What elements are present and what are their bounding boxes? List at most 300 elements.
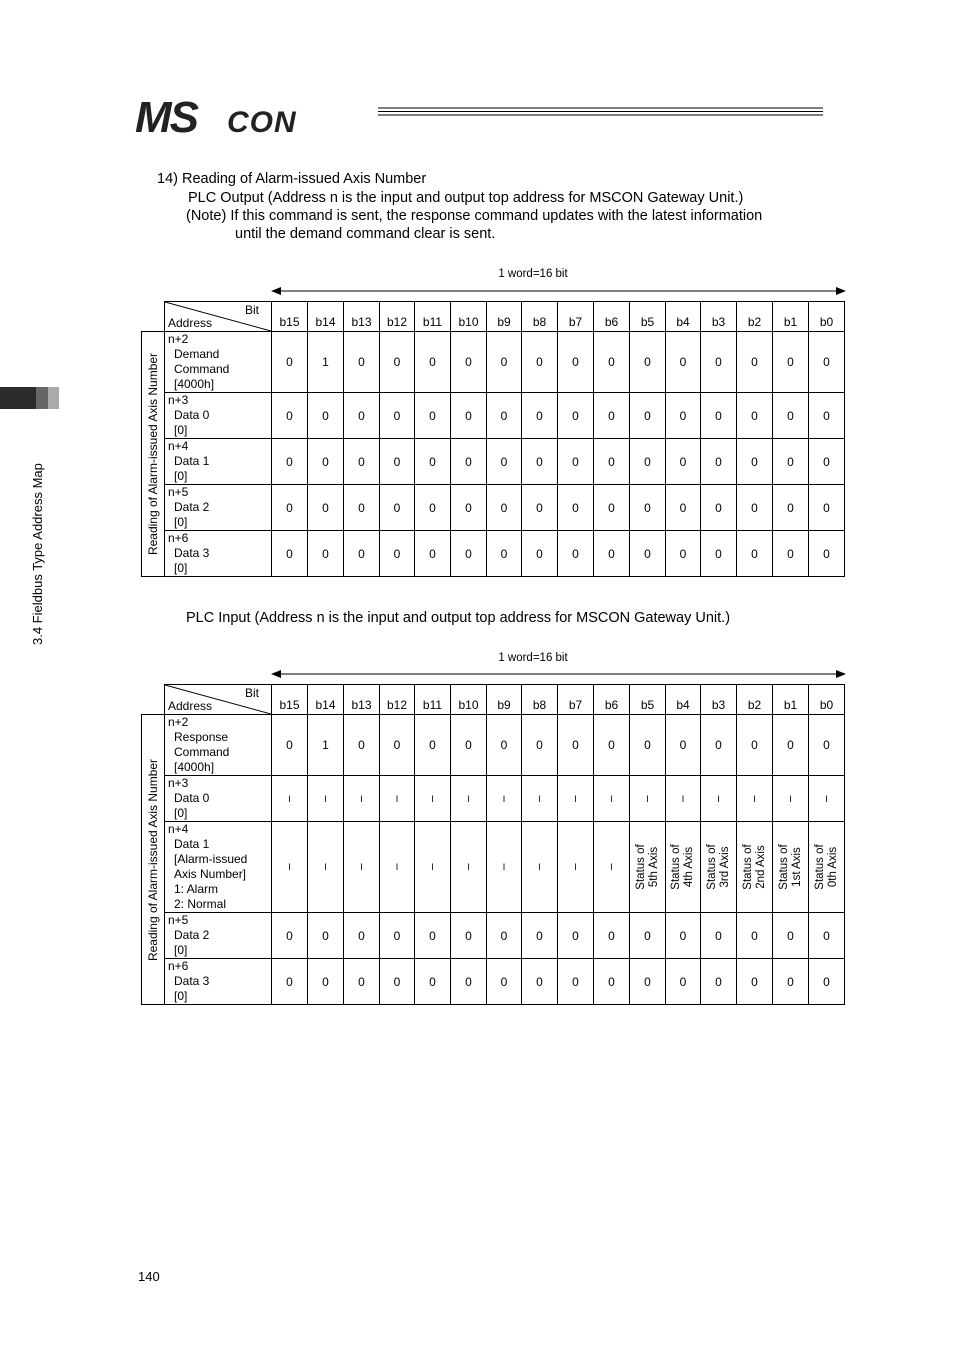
- address-description-line: [0]: [174, 469, 188, 483]
- bit-value-cell: I: [809, 776, 845, 822]
- bit-value-cell: I: [380, 776, 415, 822]
- bit-value-cell: 0: [773, 913, 809, 959]
- bit-value-cell: 0: [415, 959, 451, 1005]
- bit-value-cell: I: [344, 776, 380, 822]
- bit-value-cell: 0: [701, 913, 737, 959]
- axis-status-line: 5th Axis: [647, 846, 660, 888]
- bit-value-cell: 0: [701, 439, 737, 485]
- bit-header-b5: b5: [630, 685, 666, 715]
- axis-status-line: Status of: [670, 844, 682, 890]
- address-offset: n+3: [168, 776, 189, 790]
- word-size-label: 1 word=16 bit: [498, 652, 568, 664]
- bit-value-cell: 0: [451, 393, 487, 439]
- bit-value-cell: 0: [701, 959, 737, 1005]
- bit-value-cell: 0: [809, 332, 845, 393]
- address-offset: n+4: [168, 439, 189, 453]
- axis-status-label: [742, 844, 768, 889]
- bit-value-cell: 0: [344, 393, 380, 439]
- address-description-line: Data 2: [174, 500, 210, 514]
- bit-header-b7: b7: [558, 685, 594, 715]
- word-span-arrow: [271, 284, 846, 296]
- address-header-label: Address: [168, 316, 213, 330]
- bit-value-cell: 0: [558, 531, 594, 577]
- bit-value-cell: 0: [451, 485, 487, 531]
- address-description-line: Data 1: [174, 454, 210, 468]
- bit-value-cell: 0: [308, 393, 344, 439]
- bit-header-b9: b9: [487, 302, 522, 332]
- bit-value-cell: 0: [308, 485, 344, 531]
- bit-value-cell: 0: [558, 913, 594, 959]
- axis-status-line: Status of: [634, 844, 647, 890]
- address-description-line: Axis Number]: [174, 867, 247, 881]
- bit-value-cell: 0: [666, 485, 701, 531]
- address-description-line: [4000h]: [174, 760, 215, 774]
- table-row: [142, 439, 845, 485]
- bit-value-cell: 0: [666, 715, 701, 776]
- bit-value-cell: 0: [630, 913, 666, 959]
- blank-corner: [142, 302, 165, 332]
- bit-value-cell: 0: [380, 959, 415, 1005]
- bit-value-cell: 0: [666, 959, 701, 1005]
- bit-value-cell: 0: [380, 913, 415, 959]
- bit-address-header: [165, 685, 272, 715]
- plc-output-description: PLC Output (Address n is the input and output top address for MSCON Gateway Unit.): [188, 190, 744, 206]
- bit-value-cell: 0: [737, 913, 773, 959]
- bit-value-cell: 0: [630, 531, 666, 577]
- bit-header-b4: b4: [666, 685, 701, 715]
- axis-status-cell: [666, 822, 701, 913]
- plc-output-table: [141, 301, 845, 577]
- axis-status-label: [670, 844, 696, 889]
- bit-value-cell: 0: [522, 531, 558, 577]
- bit-value-cell: 0: [522, 715, 558, 776]
- bit-value-cell: 0: [701, 715, 737, 776]
- mscon-logo-graphic: [135, 92, 375, 138]
- bit-value-cell: 0: [487, 531, 522, 577]
- bit-value-cell: 0: [380, 485, 415, 531]
- bit-value-cell: 0: [272, 715, 308, 776]
- bit-value-cell: 0: [272, 332, 308, 393]
- bit-header-b9: b9: [487, 685, 522, 715]
- group-label-cell: [142, 332, 165, 577]
- bit-value-cell: 0: [522, 485, 558, 531]
- bit-value-cell: 0: [773, 393, 809, 439]
- address-cell: [165, 485, 272, 531]
- bit-value-cell: 0: [558, 485, 594, 531]
- group-label: Reading of Alarm-issued Axis Number: [146, 758, 160, 961]
- bit-value-cell: 0: [308, 913, 344, 959]
- bit-value-cell: 0: [666, 393, 701, 439]
- table-row: [142, 715, 845, 776]
- bit-value-cell: 0: [487, 485, 522, 531]
- bit-value-cell: 0: [666, 913, 701, 959]
- address-offset: n+3: [168, 393, 189, 407]
- bit-value-cell: 0: [737, 715, 773, 776]
- bit-value-cell: I: [451, 776, 487, 822]
- bit-header-b15: b15: [272, 302, 308, 332]
- bit-header-b1: b1: [773, 302, 809, 332]
- bit-value-cell: 0: [487, 393, 522, 439]
- bit-value-cell: 0: [594, 531, 630, 577]
- bit-value-cell: 0: [666, 531, 701, 577]
- bit-header-b8: b8: [522, 302, 558, 332]
- axis-status-cell: [809, 822, 845, 913]
- bit-value-cell: I: [415, 822, 451, 913]
- bit-value-cell: 0: [415, 393, 451, 439]
- bit-header-b0: b0: [809, 685, 845, 715]
- header-row: [142, 685, 845, 715]
- table-row: [142, 332, 845, 393]
- side-tab-marker: [0, 387, 59, 409]
- address-description-line: 1: Alarm: [174, 882, 219, 896]
- bit-value-cell: I: [308, 822, 344, 913]
- bit-value-cell: I: [522, 822, 558, 913]
- bit-value-cell: 0: [809, 439, 845, 485]
- svg-text:CON: CON: [227, 106, 297, 138]
- bit-value-cell: 0: [451, 959, 487, 1005]
- bit-value-cell: 0: [773, 485, 809, 531]
- address-description-line: Command: [174, 745, 230, 759]
- bit-value-cell: 0: [809, 531, 845, 577]
- bit-value-cell: 0: [522, 913, 558, 959]
- bit-header-b12: b12: [380, 302, 415, 332]
- address-description-line: Data 3: [174, 546, 210, 560]
- bit-value-cell: I: [272, 822, 308, 913]
- bit-header-b4: b4: [666, 302, 701, 332]
- bit-value-cell: I: [773, 776, 809, 822]
- bit-address-header: [165, 302, 272, 332]
- note-line-1: (Note) If this command is sent, the response command updates with the latest information: [186, 208, 763, 224]
- bit-value-cell: 0: [630, 393, 666, 439]
- bit-value-cell: I: [737, 776, 773, 822]
- bit-value-cell: 0: [487, 439, 522, 485]
- bit-value-cell: 0: [487, 913, 522, 959]
- bit-value-cell: I: [630, 776, 666, 822]
- bit-header-b3: b3: [701, 685, 737, 715]
- axis-status-line: 1st Axis: [790, 847, 803, 887]
- note-line-2: until the demand command clear is sent.: [235, 226, 496, 242]
- bit-value-cell: 0: [666, 332, 701, 393]
- table-body: [142, 302, 845, 577]
- bit-value-cell: 0: [809, 485, 845, 531]
- bit-value-cell: 0: [344, 439, 380, 485]
- bit-value-cell: I: [344, 822, 380, 913]
- bit-value-cell: I: [701, 776, 737, 822]
- bit-value-cell: 0: [415, 439, 451, 485]
- word-span-arrow: [271, 667, 846, 679]
- address-cell: [165, 822, 272, 913]
- bit-value-cell: 0: [558, 439, 594, 485]
- table-row: [142, 531, 845, 577]
- bit-value-cell: I: [451, 822, 487, 913]
- table-row: [142, 822, 845, 913]
- bit-value-cell: 0: [344, 332, 380, 393]
- bit-value-cell: I: [666, 776, 701, 822]
- address-description-line: [0]: [174, 806, 188, 820]
- axis-status-line: Status of: [705, 844, 718, 890]
- address-description-line: [Alarm-issued: [174, 852, 248, 866]
- bit-value-cell: 0: [594, 393, 630, 439]
- bit-value-cell: 0: [701, 332, 737, 393]
- bit-value-cell: 0: [737, 959, 773, 1005]
- axis-status-cell: [737, 822, 773, 913]
- bit-value-cell: I: [308, 776, 344, 822]
- bit-value-cell: 0: [809, 959, 845, 1005]
- address-offset: n+2: [168, 715, 189, 729]
- bit-value-cell: 0: [451, 913, 487, 959]
- bit-value-cell: I: [272, 776, 308, 822]
- bit-header-b14: b14: [308, 685, 344, 715]
- bit-header-b10: b10: [451, 302, 487, 332]
- bit-value-cell: 0: [594, 913, 630, 959]
- bit-value-cell: 0: [594, 485, 630, 531]
- bit-value-cell: 0: [451, 439, 487, 485]
- axis-status-label: [778, 844, 804, 889]
- bit-value-cell: 0: [737, 531, 773, 577]
- bit-value-cell: 0: [380, 531, 415, 577]
- bit-value-cell: 0: [773, 531, 809, 577]
- address-cell: [165, 332, 272, 393]
- bit-value-cell: 0: [522, 332, 558, 393]
- bit-value-cell: 0: [380, 332, 415, 393]
- bit-header-b12: b12: [380, 685, 415, 715]
- bit-header-b11: b11: [415, 685, 451, 715]
- axis-status-label: [706, 844, 732, 889]
- bit-value-cell: I: [415, 776, 451, 822]
- bit-value-cell: 0: [737, 393, 773, 439]
- address-cell: [165, 913, 272, 959]
- axis-status-line: 3rd Axis: [718, 846, 731, 888]
- bit-value-cell: 0: [701, 531, 737, 577]
- bit-value-cell: 0: [487, 715, 522, 776]
- bit-value-cell: 0: [344, 959, 380, 1005]
- address-cell: [165, 776, 272, 822]
- bit-value-cell: 0: [522, 959, 558, 1005]
- bit-value-cell: 0: [522, 439, 558, 485]
- bit-value-cell: 0: [415, 531, 451, 577]
- axis-status-line: 4th Axis: [683, 846, 695, 888]
- bit-header-b7: b7: [558, 302, 594, 332]
- address-offset: n+6: [168, 531, 189, 545]
- mscon-logo: [135, 92, 375, 138]
- bit-header-b11: b11: [415, 302, 451, 332]
- bit-value-cell: 0: [451, 715, 487, 776]
- address-description-line: [0]: [174, 561, 188, 575]
- bit-value-cell: I: [558, 822, 594, 913]
- address-description-line: Data 0: [174, 791, 210, 805]
- bit-header-b13: b13: [344, 685, 380, 715]
- bit-value-cell: 0: [415, 715, 451, 776]
- table-row: [142, 913, 845, 959]
- bit-value-cell: 0: [451, 332, 487, 393]
- bit-value-cell: 0: [380, 393, 415, 439]
- address-cell: [165, 959, 272, 1005]
- address-cell: [165, 393, 272, 439]
- axis-status-cell: [630, 822, 666, 913]
- bit-header-b0: b0: [809, 302, 845, 332]
- bit-value-cell: 0: [701, 485, 737, 531]
- address-description-line: Response: [174, 730, 229, 744]
- bit-value-cell: 0: [272, 393, 308, 439]
- table-body: [142, 685, 845, 1005]
- bit-value-cell: 0: [737, 485, 773, 531]
- bit-value-cell: I: [594, 776, 630, 822]
- axis-status-label: [635, 844, 661, 889]
- bit-value-cell: 0: [487, 332, 522, 393]
- bit-value-cell: 0: [415, 485, 451, 531]
- bit-header-b13: b13: [344, 302, 380, 332]
- address-description-line: [0]: [174, 989, 188, 1003]
- bit-header-b8: b8: [522, 685, 558, 715]
- axis-status-label: [814, 844, 840, 889]
- bit-header-label: Bit: [244, 686, 259, 700]
- bit-value-cell: I: [522, 776, 558, 822]
- address-description-line: [0]: [174, 943, 188, 957]
- bit-value-cell: 0: [630, 332, 666, 393]
- bit-value-cell: 0: [737, 332, 773, 393]
- plc-input-description: PLC Input (Address n is the input and output top address for MSCON Gateway Unit.): [186, 610, 731, 626]
- address-header-label: Address: [168, 699, 213, 713]
- bit-value-cell: 0: [380, 439, 415, 485]
- axis-status-line: Status of: [741, 844, 754, 890]
- bit-value-cell: 0: [594, 439, 630, 485]
- blank-corner: [142, 685, 165, 715]
- address-description-line: [0]: [174, 423, 188, 437]
- bit-value-cell: 0: [594, 332, 630, 393]
- bit-value-cell: 0: [630, 959, 666, 1005]
- bit-value-cell: 0: [415, 913, 451, 959]
- bit-value-cell: 0: [630, 715, 666, 776]
- bit-value-cell: 0: [308, 531, 344, 577]
- plc-input-table: [141, 684, 845, 1005]
- bit-header-b15: b15: [272, 685, 308, 715]
- bit-value-cell: 0: [630, 439, 666, 485]
- axis-status-line: 0th Axis: [826, 846, 839, 888]
- address-offset: n+5: [168, 485, 189, 499]
- address-offset: n+6: [168, 959, 189, 973]
- bit-value-cell: 0: [272, 531, 308, 577]
- bit-header-b6: b6: [594, 685, 630, 715]
- address-offset: n+4: [168, 822, 189, 836]
- bit-value-cell: 1: [308, 332, 344, 393]
- bit-header-b14: b14: [308, 302, 344, 332]
- bit-header-b1: b1: [773, 685, 809, 715]
- address-cell: [165, 439, 272, 485]
- bit-value-cell: 0: [630, 485, 666, 531]
- bit-value-cell: 0: [558, 959, 594, 1005]
- axis-status-line: Status of: [813, 844, 826, 890]
- address-description-line: Command: [174, 362, 230, 376]
- bit-value-cell: 0: [344, 531, 380, 577]
- section-heading: 14) Reading of Alarm-issued Axis Number: [157, 171, 427, 187]
- axis-status-line: Status of: [777, 844, 790, 890]
- bit-value-cell: 0: [308, 439, 344, 485]
- address-description-line: Data 1: [174, 837, 210, 851]
- bit-value-cell: I: [487, 822, 522, 913]
- bit-value-cell: 0: [594, 959, 630, 1005]
- axis-status-line: 2nd Axis: [754, 845, 767, 889]
- bit-value-cell: 0: [773, 332, 809, 393]
- address-description-line: 2: Normal: [174, 897, 227, 911]
- bit-value-cell: 0: [594, 715, 630, 776]
- bit-value-cell: 0: [809, 913, 845, 959]
- bit-value-cell: 0: [380, 715, 415, 776]
- bit-value-cell: 0: [737, 439, 773, 485]
- address-description-line: Data 2: [174, 928, 210, 942]
- table-row: [142, 393, 845, 439]
- bit-header-b3: b3: [701, 302, 737, 332]
- bit-value-cell: I: [380, 822, 415, 913]
- word-size-label: 1 word=16 bit: [498, 268, 568, 280]
- bit-value-cell: I: [558, 776, 594, 822]
- address-description-line: Data 3: [174, 974, 210, 988]
- bit-value-cell: I: [594, 822, 630, 913]
- bit-value-cell: 0: [344, 485, 380, 531]
- table-row: [142, 959, 845, 1005]
- bit-header-b2: b2: [737, 302, 773, 332]
- group-label: Reading of Alarm-issued Axis Number: [146, 352, 160, 556]
- address-offset: n+2: [168, 332, 189, 346]
- address-cell: [165, 715, 272, 776]
- bit-value-cell: I: [487, 776, 522, 822]
- address-offset: n+5: [168, 913, 189, 927]
- bit-value-cell: 0: [701, 393, 737, 439]
- bit-header-b2: b2: [737, 685, 773, 715]
- svg-text:MS: MS: [135, 93, 197, 138]
- bit-value-cell: 0: [451, 531, 487, 577]
- bit-value-cell: 0: [344, 913, 380, 959]
- bit-value-cell: 0: [272, 959, 308, 1005]
- bit-value-cell: 0: [522, 393, 558, 439]
- header-row: [142, 302, 845, 332]
- bit-value-cell: 0: [344, 715, 380, 776]
- bit-header-label: Bit: [244, 303, 259, 317]
- bit-header-b5: b5: [630, 302, 666, 332]
- bit-header-b6: b6: [594, 302, 630, 332]
- table-row: [142, 485, 845, 531]
- header-rule: [378, 104, 823, 114]
- bit-value-cell: 1: [308, 715, 344, 776]
- section-side-label: 3.4 Fieldbus Type Address Map: [30, 463, 45, 645]
- bit-header-b10: b10: [451, 685, 487, 715]
- bit-value-cell: 0: [272, 485, 308, 531]
- address-description-line: Data 0: [174, 408, 210, 422]
- bit-value-cell: 0: [272, 439, 308, 485]
- table-row: [142, 776, 845, 822]
- bit-value-cell: 0: [272, 913, 308, 959]
- bit-value-cell: 0: [773, 715, 809, 776]
- bit-value-cell: 0: [558, 332, 594, 393]
- bit-value-cell: 0: [558, 393, 594, 439]
- bit-value-cell: 0: [308, 959, 344, 1005]
- bit-value-cell: 0: [773, 439, 809, 485]
- bit-value-cell: 0: [809, 715, 845, 776]
- bit-value-cell: 0: [773, 959, 809, 1005]
- bit-value-cell: 0: [415, 332, 451, 393]
- bit-value-cell: 0: [558, 715, 594, 776]
- axis-status-cell: [773, 822, 809, 913]
- address-description-line: [0]: [174, 515, 188, 529]
- bit-value-cell: 0: [487, 959, 522, 1005]
- address-description-line: [4000h]: [174, 377, 215, 391]
- page-number: 140: [138, 1269, 160, 1284]
- bit-value-cell: 0: [809, 393, 845, 439]
- address-cell: [165, 531, 272, 577]
- axis-status-cell: [701, 822, 737, 913]
- group-label-cell: [142, 715, 165, 1005]
- bit-value-cell: 0: [666, 439, 701, 485]
- address-description-line: Demand: [174, 347, 220, 361]
